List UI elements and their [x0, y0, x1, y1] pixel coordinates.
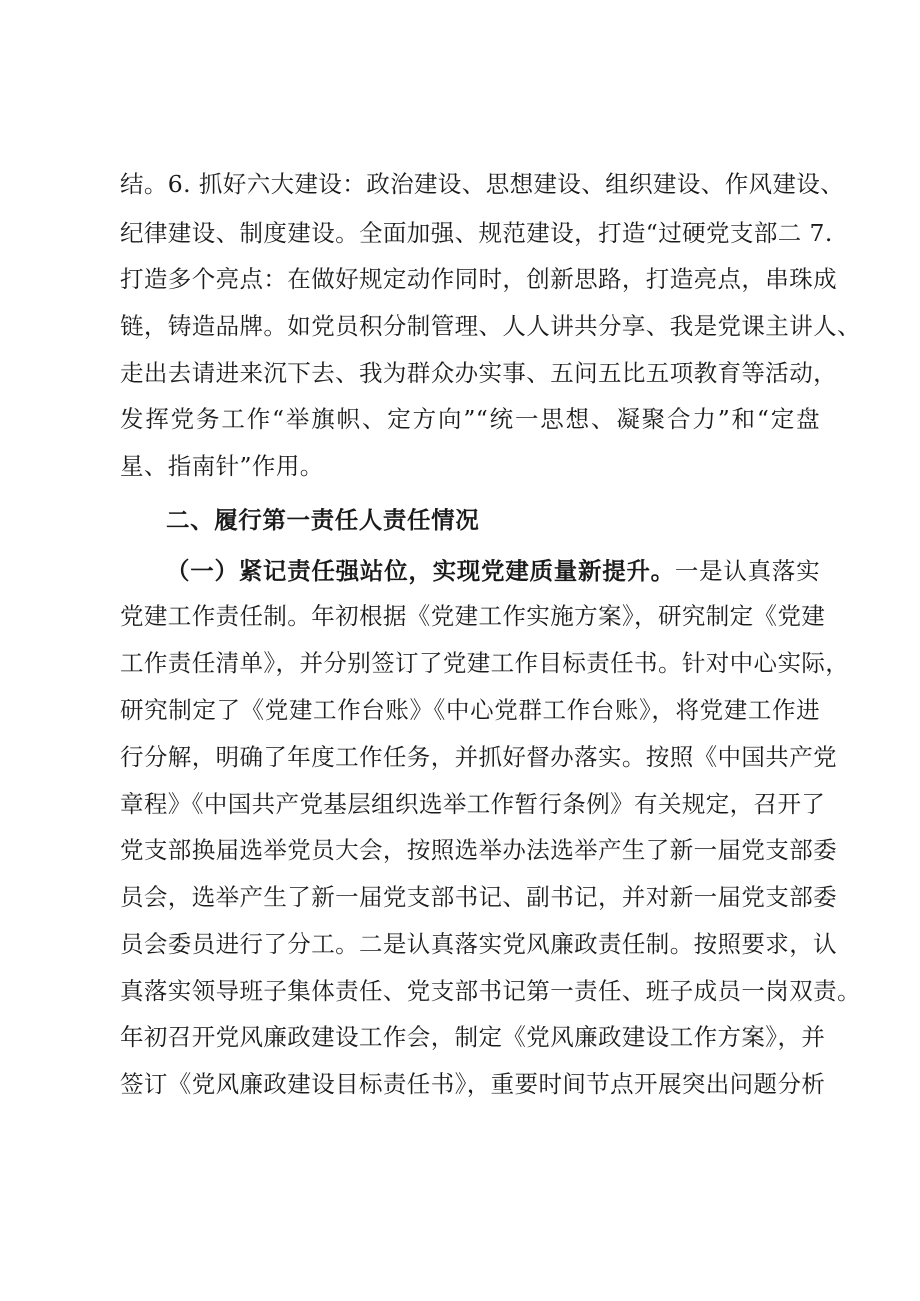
section-heading: 二、履行第一责任人责任情况 [166, 506, 480, 534]
paragraph-line: 真落实领导班子集体责任、党支部书记第一责任、班子成员一岗双责。 [120, 977, 861, 1005]
paragraph-line: 链，铸造品牌。如党员积分制管理、人人讲共分享、我是党课主讲人、 [120, 312, 861, 340]
paragraph-line: 年初召开党风廉政建设工作会，制定《党风廉政建设工作方案》，并 [120, 1023, 826, 1051]
paragraph-line: 打造多个亮点：在做好规定动作同时，创新思路，打造亮点，串珠成 [120, 265, 837, 293]
paragraph-line: 员会，选举产生了新一届党支部书记、副书记，并对新一届党支部委 [120, 883, 837, 911]
paragraph-line: 党建工作责任制。年初根据《党建工作实施方案》，研究制定《党建 [120, 602, 826, 630]
paragraph-line: 研究制定了《党建工作台账》《中心党群工作台账》，将党建工作进 [120, 696, 820, 724]
paragraph-line: 党支部换届选举党员大会，按照选举办法选举产生了新一届党支部委 [120, 836, 837, 864]
paragraph-line: 星、指南针”作用。 [120, 452, 324, 480]
subsection-text: 一是认真落实 [674, 557, 820, 585]
paragraph-line: 纪律建设、制度建设。全面加强、规范建设，打造“过硬党支部二 7. [120, 219, 833, 247]
paragraph-line: 发挥党务工作“举旗帜、定方向”“统一思想、凝聚合力”和“定盘 [120, 405, 820, 433]
paragraph-line: 工作责任清单》，并分别签订了党建工作目标责任书。针对中心实际， [120, 649, 850, 677]
paragraph-line: 结。6. 抓好六大建设：政治建设、思想建设、组织建设、作风建设、 [120, 170, 845, 198]
paragraph-line: 行分解，明确了年度工作任务，并抓好督办落实。按照《中国共产党 [120, 743, 837, 771]
paragraph-line: 员会委员进行了分工。二是认真落实党风廉政责任制。按照要求，认 [120, 930, 837, 958]
paragraph-line: 走出去请进来沉下去、我为群众办实事、五问五比五项教育等活动， [120, 359, 837, 387]
paragraph-line: 章程》《中国共产党基层组织选举工作暂行条例》有关规定，召开了 [120, 790, 826, 818]
subsection-title: （一）紧记责任强站位，实现党建质量新提升。 [166, 557, 675, 585]
subsection-first-line [166, 553, 820, 589]
paragraph-line: 签订《党风廉政建设目标责任书》，重要时间节点开展突出问题分析 [120, 1070, 826, 1098]
